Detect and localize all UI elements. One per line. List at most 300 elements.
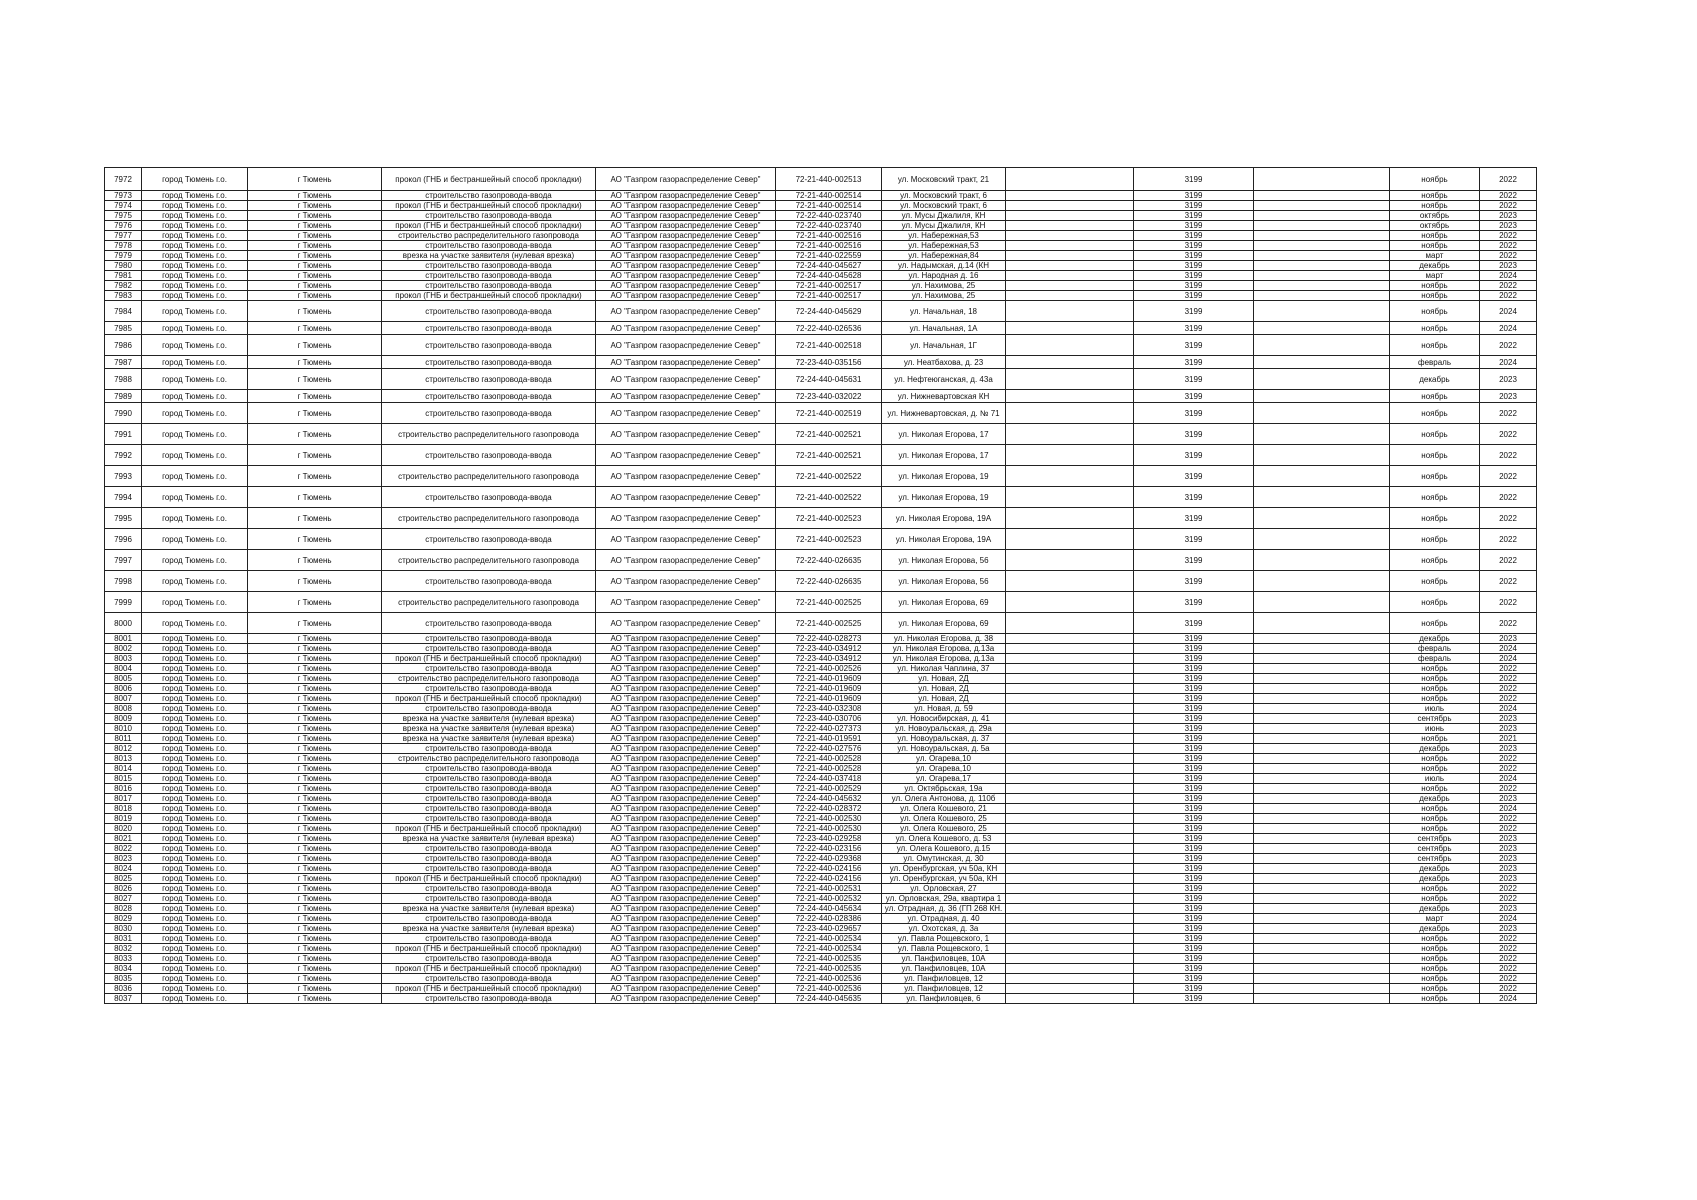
- municipality-cell: город Тюмень г.о.: [142, 390, 248, 403]
- blank-cell-1: [1006, 613, 1134, 634]
- blank-cell-2: [1254, 974, 1390, 984]
- year-cell: 2024: [1480, 356, 1537, 369]
- request-number-cell: 72-21-440-002525: [776, 613, 882, 634]
- tariff-cell: 3199: [1134, 201, 1254, 211]
- request-number-cell: 72-24-440-045632: [776, 794, 882, 804]
- blank-cell-2: [1254, 369, 1390, 390]
- row-number-cell: 8031: [105, 934, 142, 944]
- tariff-cell: 3199: [1134, 291, 1254, 301]
- table-row: [105, 764, 1537, 774]
- address-cell: ул. Олега Кошевого, 25: [882, 824, 1006, 834]
- organization-cell: АО "Газпром газораспределение Север": [596, 814, 776, 824]
- row-number-cell: 7993: [105, 466, 142, 487]
- tariff-cell: 3199: [1134, 784, 1254, 794]
- work-type-cell: прокол (ГНБ и бестраншейный способ прокладки): [382, 824, 596, 834]
- address-cell: ул. Орловская, 27: [882, 884, 1006, 894]
- municipality-cell: город Тюмень г.о.: [142, 231, 248, 241]
- municipality-cell: город Тюмень г.о.: [142, 613, 248, 634]
- request-number-cell: 72-21-440-002513: [776, 168, 882, 191]
- year-cell: 2023: [1480, 221, 1537, 231]
- work-type-cell: строительство газопровода-ввода: [382, 241, 596, 251]
- settlement-cell: г Тюмень: [248, 714, 382, 724]
- request-number-cell: 72-21-440-002530: [776, 824, 882, 834]
- blank-cell-2: [1254, 904, 1390, 914]
- blank-cell-1: [1006, 794, 1134, 804]
- organization-cell: АО "Газпром газораспределение Север": [596, 191, 776, 201]
- request-number-cell: 72-21-440-002523: [776, 529, 882, 550]
- request-number-cell: 72-24-440-037418: [776, 774, 882, 784]
- settlement-cell: г Тюмень: [248, 994, 382, 1004]
- settlement-cell: г Тюмень: [248, 271, 382, 281]
- blank-cell-1: [1006, 644, 1134, 654]
- settlement-cell: г Тюмень: [248, 874, 382, 884]
- municipality-cell: город Тюмень г.о.: [142, 634, 248, 644]
- row-number-cell: 7975: [105, 211, 142, 221]
- year-cell: 2022: [1480, 424, 1537, 445]
- table-row: [105, 934, 1537, 944]
- blank-cell-2: [1254, 934, 1390, 944]
- blank-cell-1: [1006, 784, 1134, 794]
- month-cell: ноябрь: [1390, 403, 1480, 424]
- request-number-cell: 72-22-440-026635: [776, 550, 882, 571]
- table-row: [105, 894, 1537, 904]
- tariff-cell: 3199: [1134, 644, 1254, 654]
- settlement-cell: г Тюмень: [248, 241, 382, 251]
- blank-cell-1: [1006, 201, 1134, 211]
- work-type-cell: строительство газопровода-ввода: [382, 356, 596, 369]
- tariff-cell: 3199: [1134, 356, 1254, 369]
- address-cell: ул. Николая Чаплина, 37: [882, 664, 1006, 674]
- blank-cell-1: [1006, 884, 1134, 894]
- row-number-cell: 8010: [105, 724, 142, 734]
- blank-cell-1: [1006, 322, 1134, 335]
- row-number-cell: 7987: [105, 356, 142, 369]
- table-row: [105, 984, 1537, 994]
- request-number-cell: 72-21-440-019609: [776, 674, 882, 684]
- blank-cell-2: [1254, 201, 1390, 211]
- year-cell: 2022: [1480, 814, 1537, 824]
- tariff-cell: 3199: [1134, 964, 1254, 974]
- municipality-cell: город Тюмень г.о.: [142, 684, 248, 694]
- year-cell: 2022: [1480, 764, 1537, 774]
- organization-cell: АО "Газпром газораспределение Север": [596, 654, 776, 664]
- blank-cell-1: [1006, 508, 1134, 529]
- municipality-cell: город Тюмень г.о.: [142, 934, 248, 944]
- work-type-cell: строительство газопровода-ввода: [382, 784, 596, 794]
- row-number-cell: 7991: [105, 424, 142, 445]
- year-cell: 2023: [1480, 211, 1537, 221]
- row-number-cell: 8037: [105, 994, 142, 1004]
- organization-cell: АО "Газпром газораспределение Север": [596, 529, 776, 550]
- blank-cell-2: [1254, 168, 1390, 191]
- settlement-cell: г Тюмень: [248, 864, 382, 874]
- work-type-cell: врезка на участке заявителя (нулевая врезка): [382, 924, 596, 934]
- blank-cell-2: [1254, 854, 1390, 864]
- tariff-cell: 3199: [1134, 335, 1254, 356]
- organization-cell: АО "Газпром газораспределение Север": [596, 281, 776, 291]
- address-cell: ул. Павла Рощевского, 1: [882, 934, 1006, 944]
- blank-cell-1: [1006, 271, 1134, 281]
- address-cell: ул. Отрадная, д. 36 (ГП 268 КН.: [882, 904, 1006, 914]
- blank-cell-2: [1254, 884, 1390, 894]
- row-number-cell: 8026: [105, 884, 142, 894]
- month-cell: ноябрь: [1390, 674, 1480, 684]
- municipality-cell: город Тюмень г.о.: [142, 734, 248, 744]
- settlement-cell: г Тюмень: [248, 974, 382, 984]
- month-cell: март: [1390, 914, 1480, 924]
- row-number-cell: 7983: [105, 291, 142, 301]
- table-row: [105, 884, 1537, 894]
- row-number-cell: 8017: [105, 794, 142, 804]
- blank-cell-2: [1254, 704, 1390, 714]
- municipality-cell: город Тюмень г.о.: [142, 744, 248, 754]
- settlement-cell: г Тюмень: [248, 734, 382, 744]
- blank-cell-2: [1254, 390, 1390, 403]
- blank-cell-2: [1254, 335, 1390, 356]
- tariff-cell: 3199: [1134, 369, 1254, 390]
- work-type-cell: строительство газопровода-ввода: [382, 914, 596, 924]
- month-cell: декабрь: [1390, 904, 1480, 914]
- settlement-cell: г Тюмень: [248, 794, 382, 804]
- blank-cell-1: [1006, 914, 1134, 924]
- request-number-cell: 72-21-440-002521: [776, 445, 882, 466]
- request-number-cell: 72-21-440-002521: [776, 424, 882, 445]
- municipality-cell: город Тюмень г.о.: [142, 724, 248, 734]
- blank-cell-1: [1006, 774, 1134, 784]
- tariff-cell: 3199: [1134, 864, 1254, 874]
- blank-cell-2: [1254, 644, 1390, 654]
- month-cell: ноябрь: [1390, 894, 1480, 904]
- month-cell: ноябрь: [1390, 322, 1480, 335]
- address-cell: ул. Оренбургская, уч 50а, КН: [882, 874, 1006, 884]
- organization-cell: АО "Газпром газораспределение Север": [596, 592, 776, 613]
- municipality-cell: город Тюмень г.о.: [142, 944, 248, 954]
- organization-cell: АО "Газпром газораспределение Север": [596, 854, 776, 864]
- tariff-cell: 3199: [1134, 774, 1254, 784]
- settlement-cell: г Тюмень: [248, 674, 382, 684]
- settlement-cell: г Тюмень: [248, 764, 382, 774]
- year-cell: 2021: [1480, 734, 1537, 744]
- year-cell: 2022: [1480, 824, 1537, 834]
- year-cell: 2022: [1480, 291, 1537, 301]
- table-row: [105, 824, 1537, 834]
- tariff-cell: 3199: [1134, 634, 1254, 644]
- blank-cell-2: [1254, 784, 1390, 794]
- municipality-cell: город Тюмень г.о.: [142, 281, 248, 291]
- blank-cell-1: [1006, 221, 1134, 231]
- municipality-cell: город Тюмень г.о.: [142, 508, 248, 529]
- row-number-cell: 7982: [105, 281, 142, 291]
- blank-cell-2: [1254, 984, 1390, 994]
- request-number-cell: 72-22-440-028273: [776, 634, 882, 644]
- request-number-cell: 72-22-440-023156: [776, 844, 882, 854]
- organization-cell: АО "Газпром газораспределение Север": [596, 784, 776, 794]
- tariff-cell: 3199: [1134, 934, 1254, 944]
- organization-cell: АО "Газпром газораспределение Север": [596, 764, 776, 774]
- work-type-cell: строительство газопровода-ввода: [382, 322, 596, 335]
- organization-cell: АО "Газпром газораспределение Север": [596, 964, 776, 974]
- month-cell: ноябрь: [1390, 508, 1480, 529]
- month-cell: ноябрь: [1390, 168, 1480, 191]
- month-cell: июль: [1390, 704, 1480, 714]
- schedule-table: [104, 167, 1537, 1004]
- tariff-cell: 3199: [1134, 814, 1254, 824]
- request-number-cell: 72-21-440-002536: [776, 984, 882, 994]
- month-cell: ноябрь: [1390, 974, 1480, 984]
- blank-cell-2: [1254, 714, 1390, 724]
- settlement-cell: г Тюмень: [248, 390, 382, 403]
- address-cell: ул. Николая Егорова, 17: [882, 424, 1006, 445]
- year-cell: 2022: [1480, 201, 1537, 211]
- blank-cell-1: [1006, 724, 1134, 734]
- blank-cell-2: [1254, 550, 1390, 571]
- month-cell: ноябрь: [1390, 592, 1480, 613]
- month-cell: ноябрь: [1390, 335, 1480, 356]
- row-number-cell: 8012: [105, 744, 142, 754]
- municipality-cell: город Тюмень г.о.: [142, 804, 248, 814]
- request-number-cell: 72-21-440-002536: [776, 974, 882, 984]
- blank-cell-1: [1006, 864, 1134, 874]
- row-number-cell: 8027: [105, 894, 142, 904]
- year-cell: 2023: [1480, 874, 1537, 884]
- request-number-cell: 72-21-440-002528: [776, 754, 882, 764]
- month-cell: октябрь: [1390, 211, 1480, 221]
- work-type-cell: строительство газопровода-ввода: [382, 664, 596, 674]
- blank-cell-1: [1006, 814, 1134, 824]
- request-number-cell: 72-21-440-002531: [776, 884, 882, 894]
- tariff-cell: 3199: [1134, 281, 1254, 291]
- work-type-cell: строительство газопровода-ввода: [382, 529, 596, 550]
- row-number-cell: 7988: [105, 369, 142, 390]
- settlement-cell: г Тюмень: [248, 466, 382, 487]
- year-cell: 2022: [1480, 571, 1537, 592]
- organization-cell: АО "Газпром газораспределение Север": [596, 734, 776, 744]
- table-row: [105, 322, 1537, 335]
- work-type-cell: врезка на участке заявителя (нулевая врезка): [382, 724, 596, 734]
- address-cell: ул. Омутинская, д. 30: [882, 854, 1006, 864]
- tariff-cell: 3199: [1134, 974, 1254, 984]
- address-cell: ул. Нефтеюганская, д. 43а: [882, 369, 1006, 390]
- table-row: [105, 844, 1537, 854]
- blank-cell-2: [1254, 322, 1390, 335]
- address-cell: ул. Мусы Джалиля, КН: [882, 211, 1006, 221]
- blank-cell-1: [1006, 894, 1134, 904]
- row-number-cell: 7999: [105, 592, 142, 613]
- municipality-cell: город Тюмень г.о.: [142, 764, 248, 774]
- year-cell: 2023: [1480, 369, 1537, 390]
- settlement-cell: г Тюмень: [248, 487, 382, 508]
- tariff-cell: 3199: [1134, 301, 1254, 322]
- table-row: [105, 403, 1537, 424]
- work-type-cell: строительство газопровода-ввода: [382, 634, 596, 644]
- work-type-cell: строительство газопровода-ввода: [382, 613, 596, 634]
- work-type-cell: врезка на участке заявителя (нулевая врезка): [382, 251, 596, 261]
- table-row: [105, 724, 1537, 734]
- request-number-cell: 72-24-440-045627: [776, 261, 882, 271]
- tariff-cell: 3199: [1134, 944, 1254, 954]
- request-number-cell: 72-23-440-032308: [776, 704, 882, 714]
- row-number-cell: 8008: [105, 704, 142, 714]
- tariff-cell: 3199: [1134, 231, 1254, 241]
- blank-cell-2: [1254, 251, 1390, 261]
- work-type-cell: врезка на участке заявителя (нулевая врезка): [382, 904, 596, 914]
- tariff-cell: 3199: [1134, 508, 1254, 529]
- row-number-cell: 7981: [105, 271, 142, 281]
- month-cell: ноябрь: [1390, 804, 1480, 814]
- table-body: [105, 168, 1537, 1004]
- municipality-cell: город Тюмень г.о.: [142, 211, 248, 221]
- work-type-cell: строительство газопровода-ввода: [382, 794, 596, 804]
- work-type-cell: прокол (ГНБ и бестраншейный способ прокладки): [382, 168, 596, 191]
- request-number-cell: 72-24-440-045628: [776, 271, 882, 281]
- year-cell: 2022: [1480, 592, 1537, 613]
- work-type-cell: строительство распределительного газопровода: [382, 674, 596, 684]
- settlement-cell: г Тюмень: [248, 774, 382, 784]
- year-cell: 2023: [1480, 844, 1537, 854]
- settlement-cell: г Тюмень: [248, 854, 382, 864]
- settlement-cell: г Тюмень: [248, 291, 382, 301]
- municipality-cell: город Тюмень г.о.: [142, 322, 248, 335]
- table-row: [105, 784, 1537, 794]
- request-number-cell: 72-21-440-002532: [776, 894, 882, 904]
- month-cell: ноябрь: [1390, 613, 1480, 634]
- address-cell: ул. Новоуральская, д. 29а: [882, 724, 1006, 734]
- blank-cell-1: [1006, 261, 1134, 271]
- table-row: [105, 168, 1537, 191]
- blank-cell-1: [1006, 445, 1134, 466]
- address-cell: ул. Начальная, 1А: [882, 322, 1006, 335]
- blank-cell-1: [1006, 529, 1134, 550]
- address-cell: ул. Огарева,17: [882, 774, 1006, 784]
- table-row: [105, 291, 1537, 301]
- year-cell: 2022: [1480, 944, 1537, 954]
- address-cell: ул. Нахимова, 25: [882, 291, 1006, 301]
- request-number-cell: 72-21-440-019609: [776, 684, 882, 694]
- tariff-cell: 3199: [1134, 424, 1254, 445]
- address-cell: ул. Огарева,10: [882, 754, 1006, 764]
- address-cell: ул. Николая Егорова, 19: [882, 487, 1006, 508]
- blank-cell-2: [1254, 914, 1390, 924]
- address-cell: ул. Николая Егорова, 69: [882, 613, 1006, 634]
- organization-cell: АО "Газпром газораспределение Север": [596, 445, 776, 466]
- settlement-cell: г Тюмень: [248, 445, 382, 466]
- settlement-cell: г Тюмень: [248, 221, 382, 231]
- table-row: [105, 654, 1537, 664]
- blank-cell-2: [1254, 864, 1390, 874]
- tariff-cell: 3199: [1134, 824, 1254, 834]
- work-type-cell: прокол (ГНБ и бестраншейный способ прокладки): [382, 944, 596, 954]
- request-number-cell: 72-22-440-028372: [776, 804, 882, 814]
- request-number-cell: 72-22-440-029368: [776, 854, 882, 864]
- blank-cell-1: [1006, 664, 1134, 674]
- request-number-cell: 72-21-440-019609: [776, 694, 882, 704]
- work-type-cell: прокол (ГНБ и бестраншейный способ прокладки): [382, 694, 596, 704]
- request-number-cell: 72-23-440-032022: [776, 390, 882, 403]
- month-cell: ноябрь: [1390, 281, 1480, 291]
- work-type-cell: врезка на участке заявителя (нулевая врезка): [382, 734, 596, 744]
- address-cell: ул. Мусы Джалиля, КН: [882, 221, 1006, 231]
- blank-cell-2: [1254, 814, 1390, 824]
- month-cell: февраль: [1390, 654, 1480, 664]
- work-type-cell: строительство газопровода-ввода: [382, 744, 596, 754]
- tariff-cell: 3199: [1134, 904, 1254, 914]
- month-cell: декабрь: [1390, 744, 1480, 754]
- work-type-cell: строительство газопровода-ввода: [382, 369, 596, 390]
- row-number-cell: 7972: [105, 168, 142, 191]
- year-cell: 2022: [1480, 529, 1537, 550]
- settlement-cell: г Тюмень: [248, 914, 382, 924]
- organization-cell: АО "Газпром газораспределение Север": [596, 291, 776, 301]
- tariff-cell: 3199: [1134, 894, 1254, 904]
- organization-cell: АО "Газпром газораспределение Север": [596, 794, 776, 804]
- blank-cell-1: [1006, 168, 1134, 191]
- organization-cell: АО "Газпром газораспределение Север": [596, 168, 776, 191]
- municipality-cell: город Тюмень г.о.: [142, 904, 248, 914]
- municipality-cell: город Тюмень г.о.: [142, 924, 248, 934]
- municipality-cell: город Тюмень г.о.: [142, 445, 248, 466]
- blank-cell-1: [1006, 734, 1134, 744]
- tariff-cell: 3199: [1134, 684, 1254, 694]
- table-row: [105, 529, 1537, 550]
- blank-cell-1: [1006, 241, 1134, 251]
- organization-cell: АО "Газпром газораспределение Север": [596, 754, 776, 764]
- request-number-cell: 72-21-440-002535: [776, 954, 882, 964]
- organization-cell: АО "Газпром газораспределение Север": [596, 664, 776, 674]
- blank-cell-2: [1254, 724, 1390, 734]
- tariff-cell: 3199: [1134, 984, 1254, 994]
- request-number-cell: 72-24-440-045635: [776, 994, 882, 1004]
- address-cell: ул. Николая Егорова, 69: [882, 592, 1006, 613]
- row-number-cell: 7985: [105, 322, 142, 335]
- year-cell: 2022: [1480, 894, 1537, 904]
- work-type-cell: строительство газопровода-ввода: [382, 854, 596, 864]
- month-cell: сентябрь: [1390, 714, 1480, 724]
- work-type-cell: строительство газопровода-ввода: [382, 335, 596, 356]
- table-row: [105, 466, 1537, 487]
- organization-cell: АО "Газпром газораспределение Север": [596, 369, 776, 390]
- blank-cell-2: [1254, 191, 1390, 201]
- month-cell: ноябрь: [1390, 944, 1480, 954]
- address-cell: ул. Нижневартовская КН: [882, 390, 1006, 403]
- address-cell: ул. Николая Егорова, д.13а: [882, 644, 1006, 654]
- row-number-cell: 8001: [105, 634, 142, 644]
- blank-cell-1: [1006, 804, 1134, 814]
- month-cell: ноябрь: [1390, 571, 1480, 592]
- request-number-cell: 72-21-440-002514: [776, 201, 882, 211]
- municipality-cell: город Тюмень г.о.: [142, 241, 248, 251]
- blank-cell-2: [1254, 221, 1390, 231]
- year-cell: 2022: [1480, 694, 1537, 704]
- municipality-cell: город Тюмень г.о.: [142, 984, 248, 994]
- month-cell: декабрь: [1390, 874, 1480, 884]
- address-cell: ул. Новосибирская, д. 41: [882, 714, 1006, 724]
- year-cell: 2022: [1480, 508, 1537, 529]
- row-number-cell: 8000: [105, 613, 142, 634]
- blank-cell-2: [1254, 424, 1390, 445]
- settlement-cell: г Тюмень: [248, 335, 382, 356]
- table-row: [105, 814, 1537, 824]
- request-number-cell: 72-21-440-002516: [776, 241, 882, 251]
- row-number-cell: 8020: [105, 824, 142, 834]
- request-number-cell: 72-22-440-024156: [776, 874, 882, 884]
- blank-cell-1: [1006, 974, 1134, 984]
- row-number-cell: 7974: [105, 201, 142, 211]
- tariff-cell: 3199: [1134, 592, 1254, 613]
- blank-cell-2: [1254, 271, 1390, 281]
- settlement-cell: г Тюмень: [248, 894, 382, 904]
- tariff-cell: 3199: [1134, 221, 1254, 231]
- tariff-cell: 3199: [1134, 390, 1254, 403]
